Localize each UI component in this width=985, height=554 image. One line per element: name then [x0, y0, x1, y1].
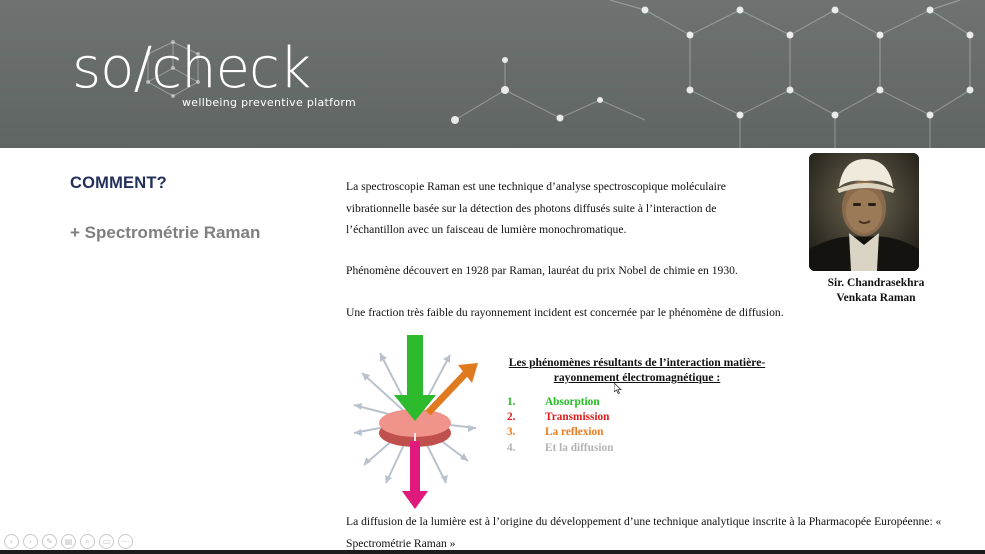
item-label: La reflexion — [545, 426, 604, 439]
fraction-paragraph: Une fraction très faible du rayonnement incident est concernée par le phénomène de diffusion. — [346, 306, 784, 319]
slides-icon[interactable]: ▤ — [61, 534, 76, 549]
caption-line-1: Sir. Chandrasekhra — [827, 277, 925, 289]
list-item — [507, 410, 613, 425]
header-banner — [0, 0, 985, 148]
item-number: 4. — [507, 441, 516, 454]
item-label: Et la diffusion — [545, 441, 614, 454]
pharmacopoeia-paragraph: La diffusion de la lumière est à l’origine du développement d’une technique analytique inscrite à la Pharmacopée Européenne: « Spectrométrie Raman » — [346, 515, 942, 550]
item-number: 1. — [507, 396, 516, 408]
section-subtitle: + Spectrométrie Raman — [70, 223, 261, 242]
discovery-paragraph: Phénomène découvert en 1928 par Raman, lauréat du prix Nobel de chimie en 1930. — [346, 264, 738, 277]
phenomena-list — [507, 395, 613, 456]
more-icon[interactable]: ⋯ — [118, 534, 133, 549]
bottom-edge-bar — [0, 550, 985, 554]
item-number: 3. — [507, 426, 516, 439]
previous-icon[interactable]: ‹ — [4, 534, 19, 549]
item-label: Absorption — [545, 396, 600, 408]
item-label: Transmission — [545, 411, 610, 424]
light-matter-interaction-diagram — [350, 333, 480, 513]
section-title: COMMENT? — [70, 174, 167, 192]
mouse-cursor-icon — [614, 383, 622, 394]
item-number: 2. — [507, 411, 516, 424]
intro-paragraph: La spectroscopie Raman est une technique d’analyse spectroscopique moléculaire vibrationnelle basée sur la détection des photons diffusés suite à l’interaction de l’échantillon avec un faisceau de lumière monochromatique. — [346, 180, 726, 236]
portrait-caption — [806, 276, 946, 305]
list-item — [507, 395, 613, 410]
zoom-icon[interactable]: ⌕ — [80, 534, 95, 549]
pen-icon[interactable]: ✎ — [42, 534, 57, 549]
logo-wordmark: so/check — [72, 36, 311, 101]
list-item — [507, 425, 613, 440]
logo-tagline: wellbeing preventive platform — [182, 96, 356, 109]
next-icon[interactable]: › — [23, 534, 38, 549]
socheck-logo — [72, 36, 372, 116]
caption-line-2: Venkata Raman — [836, 291, 916, 304]
phenomena-title: Les phénomènes résultants de l’interaction matière-rayonnement électromagnétique : — [508, 356, 766, 384]
subtitles-icon[interactable]: ▭ — [99, 534, 114, 549]
raman-portrait — [809, 153, 919, 271]
slideshow-toolbar — [4, 534, 133, 550]
list-item — [507, 441, 613, 456]
